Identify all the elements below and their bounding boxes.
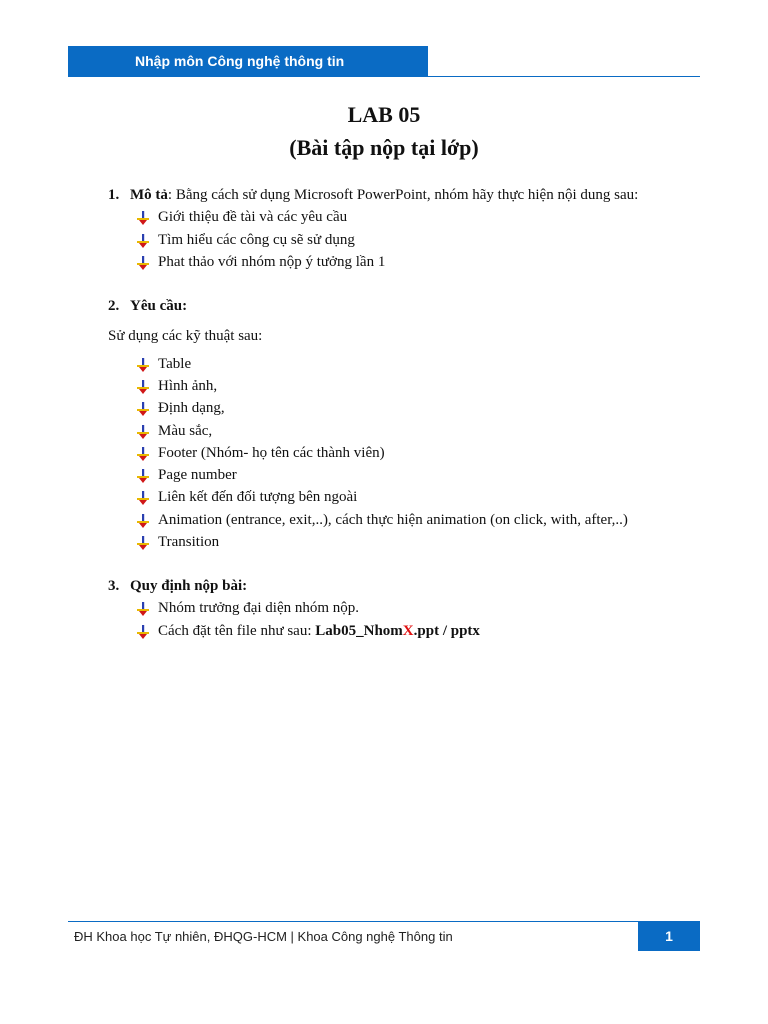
list-item-text: Table <box>158 356 192 372</box>
list-item-text: Hình ảnh, <box>158 378 218 394</box>
section-2-intro: Sử dụng các kỹ thuật sau: <box>108 328 263 344</box>
arrow-bullet-icon <box>136 211 150 225</box>
list-item-text: Footer (Nhóm- họ tên các thành viên) <box>158 445 385 461</box>
filename-part1: Lab05_Nhom <box>315 623 403 639</box>
arrow-bullet-icon <box>136 358 150 372</box>
page-number: 1 <box>638 921 700 951</box>
list-item-text: Tìm hiểu các công cụ sẽ sử dụng <box>158 232 355 248</box>
arrow-bullet-icon <box>136 234 150 248</box>
arrow-bullet-icon <box>136 625 150 639</box>
list-item <box>136 232 355 249</box>
arrow-bullet-icon <box>136 536 150 550</box>
arrow-bullet-icon <box>136 402 150 416</box>
header-rule <box>68 76 700 77</box>
list-item <box>136 378 217 395</box>
section-2-heading <box>108 298 187 315</box>
arrow-bullet-icon <box>136 491 150 505</box>
list-item-text: Nhóm trưởng đại diện nhóm nộp. <box>158 600 360 616</box>
arrow-bullet-icon <box>136 447 150 461</box>
doc-subtitle: (Bài tập nộp tại lớp) <box>289 135 479 160</box>
header-title: Nhập môn Công nghệ thông tin <box>135 53 345 69</box>
list-item-text: Liên kết đến đối tượng bên ngoài <box>158 489 358 505</box>
section-3-number: 3. <box>108 578 120 594</box>
section-3-label: Quy định nộp bài: <box>130 578 248 594</box>
list-item <box>136 534 219 551</box>
list-item <box>136 467 237 484</box>
arrow-bullet-icon <box>136 602 150 616</box>
section-1-number: 1. <box>108 187 120 203</box>
filename-part2: .ppt / pptx <box>413 623 480 639</box>
list-item-text: Animation (entrance, exit,..), cách thực hiện animation (on click, with, after,..) <box>158 512 628 528</box>
section-1-label: Mô tả <box>130 187 168 203</box>
section-2-label: Yêu cầu: <box>130 298 188 314</box>
list-item <box>136 600 359 617</box>
list-item-text: Giới thiệu đề tài và các yêu cầu <box>158 209 348 225</box>
section-2-number: 2. <box>108 298 120 314</box>
list-item <box>136 356 191 373</box>
section-1-text: : Bằng cách sử dụng Microsoft PowerPoint, nhóm hãy thực hiện nội dung sau: <box>167 187 639 203</box>
list-item <box>136 512 628 529</box>
section-3-heading <box>108 578 247 595</box>
list-item <box>136 254 385 271</box>
arrow-bullet-icon <box>136 514 150 528</box>
list-item-text: Màu sắc, <box>158 423 213 439</box>
list-item <box>136 209 347 226</box>
footer-rule <box>68 921 638 922</box>
arrow-bullet-icon <box>136 425 150 439</box>
arrow-bullet-icon <box>136 256 150 270</box>
list-item <box>136 423 212 440</box>
list-item <box>136 623 480 640</box>
list-item-text: Page number <box>158 467 237 483</box>
arrow-bullet-icon <box>136 380 150 394</box>
section-1-heading <box>108 187 638 204</box>
list-item <box>136 445 385 462</box>
doc-title: LAB 05 <box>347 102 421 127</box>
filename <box>315 623 480 640</box>
list-item-text: Phat thảo với nhóm nộp ý tưởng lần 1 <box>158 254 386 270</box>
list-item-text: Transition <box>158 534 220 550</box>
footer-text: ĐH Khoa học Tự nhiên, ĐHQG-HCM | Khoa Công nghệ Thông tin <box>74 929 453 944</box>
list-item-text: Cách đặt tên file như sau: <box>158 623 316 639</box>
arrow-bullet-icon <box>136 469 150 483</box>
list-item <box>136 400 225 417</box>
list-item-text: Định dạng, <box>158 400 225 416</box>
filename-x: X <box>402 623 414 639</box>
list-item <box>136 489 357 506</box>
